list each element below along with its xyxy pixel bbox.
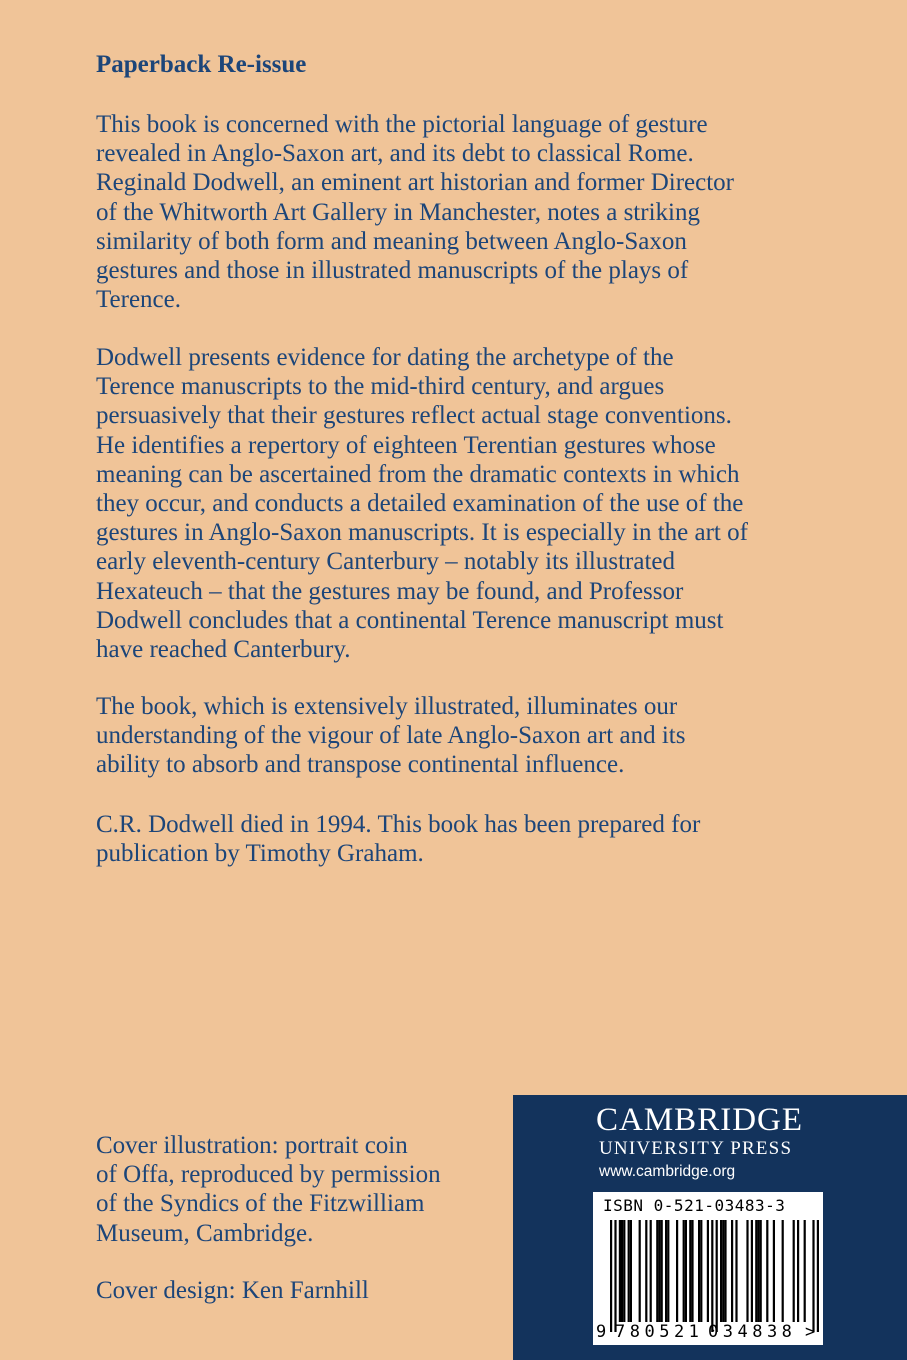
barcode-bar [746, 1220, 748, 1322]
barcode-bar [755, 1220, 757, 1322]
barcode-bar [614, 1220, 616, 1332]
cover-illustration-credit [96, 1131, 441, 1248]
barcode-bar [793, 1220, 795, 1322]
text-line: He identifies a repertory of eighteen Terentian gestures whose [96, 431, 716, 459]
blurb-paragraph-1 [96, 110, 734, 314]
text-line: meaning can be ascertained from the dramatic contexts in which [96, 460, 740, 488]
barcode-bar [711, 1220, 713, 1332]
section-heading: Paperback Re-issue [96, 51, 307, 78]
barcode-bar [700, 1220, 702, 1322]
text-line: revealed in Anglo-Saxon art, and its debt to classical Rome. [96, 140, 694, 168]
barcode-bar [773, 1220, 775, 1322]
barcode-bar [656, 1220, 658, 1322]
barcode-right-digits: 034838 [708, 1322, 797, 1342]
barcode-bar [639, 1220, 641, 1322]
barcode-quiet-zone-marker: > [805, 1322, 816, 1342]
barcode-bar [661, 1220, 663, 1322]
barcode-lead-digit: 9 [596, 1322, 607, 1342]
barcode-bar [782, 1220, 784, 1322]
barcode-bar [658, 1220, 660, 1322]
text-line: Cover illustration: portrait coin [96, 1132, 408, 1159]
text-line: Hexateuch – that the gestures may be found, and Professor [96, 577, 684, 605]
text-line: The book, which is extensively illustrated, illuminates our [96, 693, 678, 720]
text-line: of the Syndics of the Fitzwilliam [96, 1190, 425, 1218]
text-line: Terence. [96, 286, 181, 314]
text-line: gestures and those in illustrated manuscripts of the plays of [96, 257, 689, 285]
barcode-bar [645, 1220, 647, 1322]
publisher-subtitle: UNIVERSITY PRESS [599, 1138, 793, 1159]
barcode-bar [698, 1220, 700, 1322]
barcode-bar [797, 1220, 799, 1322]
barcode-bar [735, 1220, 737, 1322]
text-line: of the Whitworth Art Gallery in Manchester, notes a striking [96, 198, 700, 226]
text-line: Museum, Cambridge. [96, 1219, 314, 1247]
barcode-bar [804, 1220, 806, 1322]
barcode-bar [685, 1220, 687, 1322]
publisher-name: CAMBRIDGE [596, 1102, 804, 1138]
barcode-bar [676, 1220, 678, 1322]
text-line: Dodwell presents evidence for dating the archetype of the [96, 344, 674, 371]
barcode-bar [812, 1220, 814, 1332]
barcode-bar [757, 1220, 759, 1322]
text-line: C.R. Dodwell died in 1994. This book has been prepared for [96, 811, 701, 838]
text-line: they occur, and conducts a detailed examination of the use of the [96, 490, 744, 518]
barcode-bar [751, 1220, 753, 1322]
barcode-bar [720, 1220, 722, 1322]
text-line: early eleventh-century Canterbury – notably its illustrated [96, 548, 675, 576]
barcode-bar [665, 1220, 667, 1322]
text-line: Cover design: Ken Farnhill [96, 1277, 369, 1304]
barcode-bar [691, 1220, 693, 1322]
barcode-bar [667, 1220, 669, 1322]
text-line: of Offa, reproduced by permission [96, 1161, 441, 1189]
publisher-website: www.cambridge.org [599, 1163, 736, 1180]
cover-design-credit [96, 1276, 369, 1305]
text-line: gestures in Anglo-Saxon manuscripts. It is especially in the art of [96, 519, 748, 547]
text-line: similarity of both form and meaning between Anglo-Saxon [96, 227, 687, 255]
publisher-panel [513, 1095, 907, 1360]
barcode-bar [766, 1220, 768, 1322]
barcode-bar [650, 1220, 652, 1322]
barcode-digits [593, 1322, 823, 1342]
barcode-bar [683, 1220, 685, 1322]
barcode-bar [760, 1220, 762, 1322]
barcode-bar [628, 1220, 630, 1322]
barcode-bar [630, 1220, 632, 1322]
text-line: have reached Canterbury. [96, 636, 351, 664]
text-line: ability to absorb and transpose continental influence. [96, 751, 625, 779]
barcode-bar [817, 1220, 819, 1332]
text-line: Terence manuscripts to the mid-third century, and argues [96, 373, 665, 401]
barcode-left-digits: 780521 [615, 1322, 704, 1342]
barcode-bar [731, 1220, 733, 1322]
blurb-paragraph-3 [96, 692, 685, 780]
text-line: Dodwell concludes that a continental Terence manuscript must [96, 606, 724, 634]
barcode-bar [716, 1220, 718, 1332]
barcode-bar [623, 1220, 625, 1322]
barcode-bar [689, 1220, 691, 1322]
text-line: persuasively that their gestures reflect actual stage conventions. [96, 402, 732, 430]
barcode-bar [724, 1220, 726, 1322]
author-note [96, 810, 700, 868]
text-line: This book is concerned with the pictorial language of gesture [96, 111, 708, 138]
barcode-bar [621, 1220, 623, 1322]
isbn-barcode [593, 1192, 823, 1345]
isbn-label: ISBN 0-521-03483-3 [603, 1196, 786, 1215]
blurb-paragraph-2 [96, 343, 748, 664]
barcode-bar [722, 1220, 724, 1322]
text-line: understanding of the vigour of late Anglo-Saxon art and its [96, 722, 686, 750]
barcode-bar [619, 1220, 621, 1322]
text-line: publication by Timothy Graham. [96, 840, 424, 868]
text-line: Reginald Dodwell, an eminent art historian and former Director [96, 169, 734, 197]
barcode-bar [707, 1220, 709, 1322]
barcode-bar [610, 1220, 612, 1332]
